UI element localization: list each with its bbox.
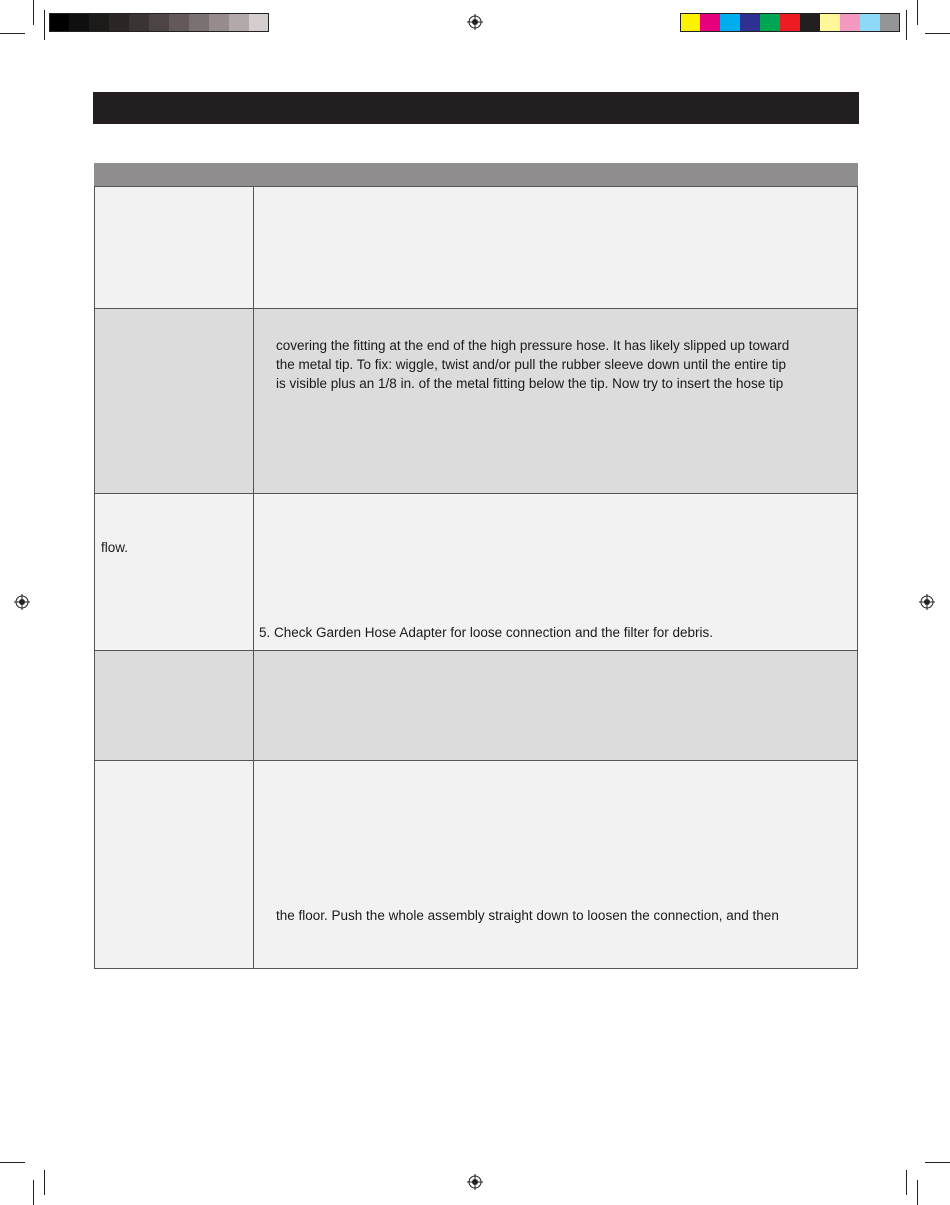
color-swatch-outline — [680, 13, 900, 32]
problem-text-fragment: flow. — [101, 540, 129, 555]
table-row — [94, 494, 858, 651]
problem-cell — [95, 494, 254, 650]
solution-step-5: 5. Check Garden Hose Adapter for loose connection and the filter for debris. — [259, 625, 714, 640]
crop-mark-br-h — [925, 1162, 950, 1163]
crop-mark-tl-v — [33, 0, 34, 25]
solution-text-line: covering the fitting at the end of the high pressure hose. It has likely slipped up toward — [276, 338, 790, 353]
registration-mark-icon — [467, 14, 483, 30]
problem-cell — [95, 186, 254, 308]
table-row — [94, 309, 858, 494]
problem-cell — [95, 309, 254, 493]
registration-mark-icon — [919, 594, 935, 610]
registration-mark-icon — [14, 594, 30, 610]
crop-mark-tr-h — [925, 33, 950, 34]
crop-mark-tl-v2 — [44, 10, 45, 40]
crop-mark-tr-v — [917, 0, 918, 25]
table-row — [94, 186, 858, 309]
solution-text-line: the floor. Push the whole assembly straight down to loosen the connection, and then — [276, 908, 779, 923]
solution-cell — [254, 494, 857, 650]
solution-text-line: is visible plus an 1/8 in. of the metal fitting below the tip. Now try to insert the hose tip — [276, 376, 784, 391]
gray-swatch-outline — [49, 13, 269, 32]
problem-cell — [95, 651, 254, 760]
solution-cell — [254, 186, 857, 308]
solution-cell — [254, 309, 857, 493]
registration-mark-icon — [467, 1174, 483, 1190]
table-header-row — [94, 163, 858, 186]
table-row — [94, 651, 858, 761]
crop-mark-bl-h — [0, 1162, 25, 1163]
section-header-bar — [93, 92, 859, 124]
crop-mark-br-v2 — [906, 1170, 907, 1195]
table-top-border — [94, 186, 858, 187]
table-row — [94, 761, 858, 969]
crop-mark-bl-v2 — [44, 1170, 45, 1195]
crop-mark-bl-v — [33, 1180, 34, 1205]
crop-mark-tl-h — [0, 33, 25, 34]
crop-mark-tr-v2 — [906, 10, 907, 40]
crop-mark-br-v — [917, 1180, 918, 1205]
solution-text-line: the metal tip. To fix: wiggle, twist and/or pull the rubber sleeve down until the entire tip — [276, 357, 787, 372]
problem-cell — [95, 761, 254, 968]
solution-cell — [254, 761, 857, 968]
solution-cell — [254, 651, 857, 760]
